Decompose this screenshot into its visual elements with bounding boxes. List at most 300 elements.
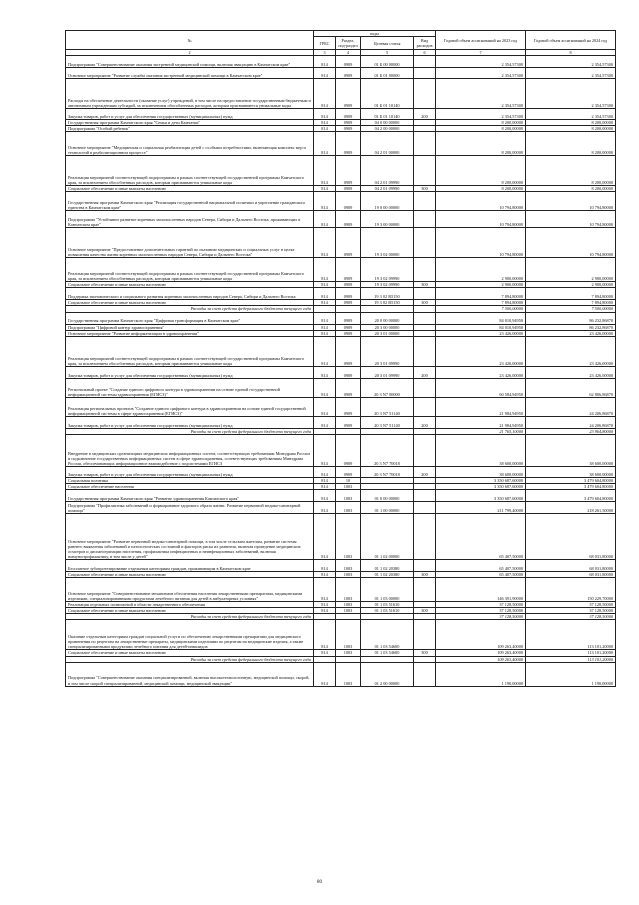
row-target-code: 01 0 00 00000 (361, 490, 414, 502)
table-row (66, 132, 616, 156)
row-target-code: 19 3 02 00000 (361, 228, 414, 258)
row-amount-2024: 24 206,86870 (526, 397, 616, 416)
row-name: Реализация региональных проектов "Создание единого цифрового контура в здравоохранении на основе единой государственной информационной системы в сфере здравоохранения (ЕГИСЗ)" (66, 397, 314, 416)
row-name: Закупка товаров, работ и услуг для обеспечения государственных (муниципальных) нужд (66, 366, 314, 378)
row-name: Социальное обеспечение и иные выплаты населению (66, 650, 314, 656)
row-grbs-code: 814 (314, 312, 336, 324)
row-grbs-code: 814 (314, 126, 336, 132)
header-grbs: ГРБС (314, 37, 336, 50)
row-target-code: 01 1 02 00000 (361, 514, 414, 560)
row-amount-2024: 10 794,80000 (526, 228, 616, 258)
row-name: Реализация мероприятий соответствующей подпрограммы в рамках соответствующей государственной программы Камчатского края, за исключением обособленных расходов, которым присваиваются уникальные коды (66, 258, 314, 282)
row-name: Основное мероприятие "Предоставление дополнительных гарантий по оказанию медицинских и социальных услуг в целях повышения качества жизни коренных малочисленных народов Севера, Сибири и Дальнего Востока" (66, 228, 314, 258)
row-amount-2023: 109 263,40000 (436, 620, 526, 650)
row-target-code: 01 1 03 51610 (361, 608, 414, 614)
row-expense-type-code: 300 (414, 608, 436, 614)
row-section-code: 0909 (336, 434, 361, 466)
column-number: 2 (66, 50, 314, 56)
row-target-code: 04 2 00 00000 (361, 126, 414, 132)
row-amount-2024: 8 200,00000 (526, 120, 616, 126)
page-number: 80 (317, 880, 322, 885)
row-amount-2023: 60 584,94950 (436, 378, 526, 397)
row-name: Закупка товаров, работ и услуг для обеспечения государственных (муниципальных) нужд (66, 466, 314, 477)
row-amount-2023: 2 354,57300 (436, 56, 526, 68)
column-number: 3 (314, 50, 336, 56)
row-expense-type-code (414, 502, 436, 514)
row-amount-2023: 7 894,80000 (436, 300, 526, 306)
table-row (66, 211, 616, 228)
row-section-code: 0909 (336, 132, 361, 156)
row-amount-2023: 8 200,00000 (436, 132, 526, 156)
row-target-code: 04 2 01 09990 (361, 156, 414, 186)
header-year-2023: Годовой объем ассигнований на 2023 год (436, 31, 526, 50)
row-target-code: 01 1 03 51610 (361, 602, 414, 608)
row-grbs-code: 814 (314, 282, 336, 288)
table-row (66, 620, 616, 650)
row-amount-2023: 2 354,57300 (436, 109, 526, 120)
row-section-code: 0909 (336, 186, 361, 192)
row-amount-2024: 8 200,00000 (526, 126, 616, 132)
column-number: 7 (436, 50, 526, 56)
row-grbs-code: 814 (314, 56, 336, 68)
row-amount-2023: 38 600,00000 (436, 466, 526, 477)
row-name: Государственная программа Камчатского края "Развитие здравоохранения Камчатского края" (66, 490, 314, 502)
row-amount-2024: 7 500,00000 (526, 306, 616, 312)
row-target-code: 19 3 00 00000 (361, 211, 414, 228)
row-amount-2023: 37 128,50000 (436, 614, 526, 620)
row-name: Основное мероприятие "Развитие информатизации в здравоохранении" (66, 330, 314, 336)
row-name: Подпрограмма "Совершенствование оказания специализированной, включая высокотехнологичную, медицинской помощи, скорой, в том числе скорой специализированной, медицинской помощи, медицинской эвакуации" (66, 662, 314, 686)
table-row (66, 68, 616, 79)
row-expense-type-code (414, 378, 436, 397)
column-number: 6 (414, 50, 436, 56)
row-amount-2023: 38 600,00000 (436, 434, 526, 466)
row-amount-2024: 37 128,50000 (526, 614, 616, 620)
row-grbs-code: 814 (314, 502, 336, 514)
row-target-code: 04 2 01 00000 (361, 132, 414, 156)
row-section-code: 0909 (336, 120, 361, 126)
column-number: 5 (361, 50, 414, 56)
row-amount-2023: 7 500,00000 (436, 306, 526, 312)
row-name: Закупка товаров, работ и услуг для обеспечения государственных (муниципальных) нужд (66, 416, 314, 428)
row-name: Основное мероприятие "Медицинская и социальная реабилитация детей с особыми потребностями, включающая комплекс мер и технологий в реабилитационном процессе" (66, 132, 314, 156)
header-codes: коды (314, 31, 436, 37)
row-expense-type-code (414, 336, 436, 366)
row-target-code: 01 1 03 54600 (361, 620, 414, 650)
row-name: Социальное обеспечение и иные выплаты населению (66, 186, 314, 192)
row-target-code: 19 0 00 00000 (361, 192, 414, 211)
row-expense-type-code (414, 79, 436, 109)
header-no: № (66, 31, 314, 50)
table-row (66, 109, 616, 120)
row-target-code: 20 3 N7 51140 (361, 416, 414, 428)
row-section-code: 1003 (336, 490, 361, 502)
row-grbs-code: 814 (314, 68, 336, 79)
row-target-code: 01 1 02 20380 (361, 560, 414, 572)
row-section-code: 0909 (336, 466, 361, 477)
row-target-code: 20 3 N7 00000 (361, 378, 414, 397)
row-amount-2024: 38 600,00000 (526, 434, 616, 466)
header-section: Раздел, под-раздел (336, 37, 361, 50)
row-amount-2024: 68 031,80000 (526, 572, 616, 578)
row-amount-2023: 10 794,80000 (436, 192, 526, 211)
row-grbs-code: 814 (314, 378, 336, 397)
table-row (66, 434, 616, 466)
row-section-code: 0909 (336, 282, 361, 288)
row-amount-2024: 23 426,00000 (526, 330, 616, 336)
column-number: 4 (336, 50, 361, 56)
row-name: Расходы за счет средств федерального бюджета текущего года (66, 428, 314, 434)
row-target-code: 01 1 03 00000 (361, 578, 414, 602)
row-grbs-code: 814 (314, 156, 336, 186)
row-amount-2023: 21 984,94950 (436, 416, 526, 428)
row-section-code: 1003 (336, 650, 361, 656)
row-name: Основное мероприятие "Развитие службы оказания экстренной медицинской помощи в Камчатском крае" (66, 68, 314, 79)
row-amount-2023: 65 407,50000 (436, 514, 526, 560)
row-amount-2024: 7 894,80000 (526, 288, 616, 300)
row-grbs-code: 814 (314, 288, 336, 300)
row-amount-2023: 23 426,00000 (436, 366, 526, 378)
row-amount-2024: 218 261,50000 (526, 502, 616, 514)
row-amount-2024: 23 426,00000 (526, 336, 616, 366)
row-target-code: 20 3 N7 70018 (361, 466, 414, 477)
row-section-code: 0909 (336, 126, 361, 132)
row-grbs-code: 814 (314, 560, 336, 572)
row-name: Основное мероприятие "Совершенствование механизмов обеспечения населения лекарственными препаратами, медицинскими изделиями, специализированными продуктами лечебного питания для детей в амбулаторных условиях" (66, 578, 314, 602)
row-amount-2023: 23 426,00000 (436, 336, 526, 366)
row-amount-2023: 109 263,40000 (436, 650, 526, 656)
row-target-code: 19 3 02 09990 (361, 282, 414, 288)
row-amount-2024: 3 479 604,80000 (526, 477, 616, 483)
row-target-code: 04 0 00 00000 (361, 120, 414, 126)
row-target-code: 20 3 N7 70018 (361, 434, 414, 466)
row-name: Реализация мероприятий соответствующей подпрограммы в рамках соответствующей государственной программы Камчатского края, за исключением обособленных расходов, которым присваиваются уникальные коды (66, 336, 314, 366)
row-target-code: 01 2 00 00000 (361, 662, 414, 686)
row-amount-2023: 37 128,50000 (436, 608, 526, 614)
table-row (66, 336, 616, 366)
row-amount-2024: 86 232,86870 (526, 324, 616, 330)
row-grbs-code: 814 (314, 120, 336, 126)
row-amount-2024: 8 200,00000 (526, 186, 616, 192)
row-section-code: 0909 (336, 258, 361, 282)
row-name: Расходы за счет средств федерального бюджета текущего года (66, 656, 314, 662)
row-target-code: 04 2 01 09990 (361, 186, 414, 192)
row-name: Внедрение в медицинских организациях медицинских информационных систем, соответствующих требованиям Минздрава России и подключение государственных информационных систем в сфере здравоохранения, соответствующих требованиям Минздрава России, обеспечивающих информационное взаимодействие с подсистемами ЕГИСЗ (66, 434, 314, 466)
row-section-code: 0909 (336, 366, 361, 378)
row-grbs-code: 814 (314, 608, 336, 614)
row-grbs-code: 814 (314, 258, 336, 282)
row-amount-2024: 68 031,80000 (526, 514, 616, 560)
row-name: Расходы за счет средств федерального бюджета текущего года (66, 614, 314, 620)
row-amount-2024: 24 206,86870 (526, 416, 616, 428)
table-row (66, 258, 616, 282)
budget-sheet (65, 30, 615, 687)
row-section-code: 0909 (336, 324, 361, 330)
row-name: Оказание отдельным категориям граждан социальной услуги по обеспечению лекарственными препаратами для медицинского применения по рецептам на лекарственные препараты, медицинскими изделиями по рецептам на медицинские изделия, а также специализированными продуктами лечебного питания для детей-инвалидов (66, 620, 314, 650)
row-name: Подпрограмма "Особый ребенок" (66, 126, 314, 132)
row-expense-type-code: 200 (414, 109, 436, 120)
row-target-code: 01 Б 00 00000 (361, 56, 414, 68)
row-amount-2024: 2 354,57300 (526, 68, 616, 79)
row-target-code: 01 1 00 00000 (361, 502, 414, 514)
row-expense-type-code: 200 (414, 466, 436, 477)
row-expense-type-code (414, 620, 436, 650)
row-target-code: 20 3 00 00000 (361, 324, 414, 330)
row-expense-type-code: 300 (414, 282, 436, 288)
row-grbs-code: 814 (314, 572, 336, 578)
row-grbs-code: 814 (314, 466, 336, 477)
row-amount-2024: 37 128,50000 (526, 602, 616, 608)
row-amount-2024: 2 354,57300 (526, 56, 616, 68)
row-amount-2024: 38 600,00000 (526, 466, 616, 477)
row-amount-2023: 65 407,50000 (436, 572, 526, 578)
table-row (66, 662, 616, 686)
row-amount-2023: 23 426,00000 (436, 330, 526, 336)
row-target-code: 20 0 00 00000 (361, 312, 414, 324)
row-target-code: 19 3 02 R5150 (361, 300, 414, 306)
row-amount-2024: 2 354,57300 (526, 79, 616, 109)
row-expense-type-code (414, 258, 436, 282)
table-row (66, 397, 616, 416)
row-section-code: 0909 (336, 288, 361, 300)
row-section-code: 0909 (336, 330, 361, 336)
budget-table (65, 30, 616, 687)
row-grbs-code: 814 (314, 416, 336, 428)
table-row (66, 192, 616, 211)
row-grbs-code: 814 (314, 366, 336, 378)
row-amount-2024: 23 964,80000 (526, 428, 616, 434)
row-section-code: 0909 (336, 228, 361, 258)
row-expense-type-code (414, 434, 436, 466)
row-amount-2024: 7 894,80000 (526, 300, 616, 306)
header-year-2024: Годовой объем ассигнований на 2024 год (526, 31, 616, 50)
row-section-code: 0909 (336, 300, 361, 306)
row-expense-type-code (414, 156, 436, 186)
row-amount-2023: 2 900,00000 (436, 282, 526, 288)
row-expense-type-code (414, 662, 436, 686)
row-amount-2023: 1 190,00000 (436, 662, 526, 686)
row-name: Реализация отдельных полномочий в области лекарственного обеспечения (66, 602, 314, 608)
table-row (66, 312, 616, 324)
row-amount-2024: 3 479 604,80000 (526, 490, 616, 502)
row-section-code: 10 (336, 477, 361, 483)
header-expense-type: Вид расходов (414, 37, 436, 50)
row-grbs-code: 814 (314, 490, 336, 502)
row-expense-type-code (414, 560, 436, 572)
row-name: Государственная программа Камчатского края "Цифровая трансформация в Камчатском крае" (66, 312, 314, 324)
row-amount-2024: 113 101,20000 (526, 656, 616, 662)
row-section-code: 1003 (336, 608, 361, 614)
table-row (66, 502, 616, 514)
row-expense-type-code (414, 132, 436, 156)
row-expense-type-code (414, 514, 436, 560)
row-amount-2023: 21 984,94950 (436, 397, 526, 416)
row-section-code: 0909 (336, 211, 361, 228)
row-name: Расходы за счет средств федерального бюджета текущего года (66, 306, 314, 312)
row-target-code: 20 3 N7 51140 (361, 397, 414, 416)
row-amount-2024: 10 794,80000 (526, 192, 616, 211)
row-amount-2024: 2 900,00000 (526, 282, 616, 288)
row-amount-2023: 21 765,10000 (436, 428, 526, 434)
row-name: Подпрограмма "Совершенствование оказания экстренной медицинской помощи, включая эвакуацию в Камчатском крае" (66, 56, 314, 68)
row-target-code: 01 1 02 20380 (361, 572, 414, 578)
row-grbs-code: 814 (314, 620, 336, 650)
table-row (66, 79, 616, 109)
row-amount-2024: 2 354,57300 (526, 109, 616, 120)
row-name: Основное мероприятие "Развитие первичной медико-санитарной помощи, в том числе сельским жителям, развитие системы раннего выявления заболеваний и патологических состояний и факторов риска их развития, включая проведение медицинских осмотров и диспансеризации населения, профилактика инфекционных и неинфекционных заболеваний, включая иммунопрофилактику, в том числе у детей" (66, 514, 314, 560)
row-section-code: 0909 (336, 312, 361, 324)
row-target-code: 19 3 02 R5150 (361, 288, 414, 300)
row-amount-2023: 3 350 687,60000 (436, 477, 526, 483)
row-amount-2023: 3 350 687,60000 (436, 490, 526, 502)
row-grbs-code: 814 (314, 650, 336, 656)
row-grbs-code: 814 (314, 336, 336, 366)
row-grbs-code: 814 (314, 397, 336, 416)
row-amount-2023: 8 200,00000 (436, 120, 526, 126)
row-amount-2024: 113 101,20000 (526, 620, 616, 650)
row-amount-2024: 86 232,86870 (526, 312, 616, 324)
row-section-code: 0909 (336, 336, 361, 366)
table-row (66, 490, 616, 502)
row-grbs-code: 814 (314, 109, 336, 120)
row-name: Региональный проект "Создание единого цифрового контура в здравоохранении на основе единой государственной информационной системы здравоохранения (ЕГИСЗ)" (66, 378, 314, 397)
row-target-code: 20 3 01 09990 (361, 366, 414, 378)
row-amount-2024: 2 900,00000 (526, 258, 616, 282)
row-grbs-code: 814 (314, 324, 336, 330)
row-grbs-code: 814 (314, 434, 336, 466)
row-section-code: 0909 (336, 68, 361, 79)
row-amount-2023: 146 391,90000 (436, 578, 526, 602)
row-expense-type-code (414, 192, 436, 211)
row-name: Закупка товаров, работ и услуг для обеспечения государственных (муниципальных) нужд (66, 109, 314, 120)
row-expense-type-code: 300 (414, 650, 436, 656)
row-grbs-code: 814 (314, 228, 336, 258)
row-amount-2024: 37 128,50000 (526, 608, 616, 614)
row-amount-2023: 7 894,80000 (436, 288, 526, 300)
table-row (66, 228, 616, 258)
header-target: Целевая статья (361, 37, 414, 50)
row-amount-2024: 10 794,80000 (526, 211, 616, 228)
row-amount-2023: 84 010,94950 (436, 324, 526, 330)
row-amount-2023: 8 200,00000 (436, 156, 526, 186)
row-name: Расходы на обеспечение деятельности (оказание услуг) учреждений, в том числе на предоставление государственным бюджетным и автономным учреждениям субсидий, за исключением обособленных расходов, которым присваиваются уникальные коды (66, 79, 314, 109)
row-name: Подпрограмма "Устойчивое развитие коренных малочисленных народов Севера, Сибири и Дальнего Востока, проживающих в Камчатском крае" (66, 211, 314, 228)
row-section-code: 1003 (336, 578, 361, 602)
row-target-code: 20 3 01 09990 (361, 336, 414, 366)
row-expense-type-code: 200 (414, 416, 436, 428)
row-section-code: 0909 (336, 397, 361, 416)
row-amount-2023: 37 128,50000 (436, 602, 526, 608)
row-expense-type-code (414, 68, 436, 79)
row-grbs-code: 814 (314, 300, 336, 306)
row-name: Социальное обеспечение и иные выплаты населению (66, 300, 314, 306)
row-section-code: 1003 (336, 514, 361, 560)
row-name: Социальное обеспечение и иные выплаты населению (66, 608, 314, 614)
row-target-code: 01 Б 01 00000 (361, 68, 414, 79)
row-section-code: 0909 (336, 56, 361, 68)
row-target-code: 20 3 01 00000 (361, 330, 414, 336)
row-section-code: 0909 (336, 109, 361, 120)
row-name: Социальное обеспечение и иные выплаты населению (66, 282, 314, 288)
row-grbs-code: 814 (314, 330, 336, 336)
row-grbs-code: 814 (314, 132, 336, 156)
row-section-code: 1003 (336, 560, 361, 572)
row-grbs-code: 814 (314, 514, 336, 560)
row-expense-type-code (414, 228, 436, 258)
table-row (66, 560, 616, 572)
row-expense-type-code (414, 211, 436, 228)
row-expense-type-code: 300 (414, 186, 436, 192)
row-section-code: 0909 (336, 192, 361, 211)
table-row (66, 288, 616, 300)
row-expense-type-code (414, 56, 436, 68)
row-amount-2023: 8 200,00000 (436, 186, 526, 192)
row-name: Подпрограмма "Профилактика заболеваний и формирование здорового образа жизни. Развитие первичной медико-санитарной помощи" (66, 502, 314, 514)
row-amount-2023: 2 900,00000 (436, 258, 526, 282)
row-section-code: 1003 (336, 620, 361, 650)
row-grbs-code: 814 (314, 192, 336, 211)
column-number: 8 (526, 50, 616, 56)
row-name: Социальное обеспечение и иные выплаты населению (66, 572, 314, 578)
row-section-code: 0909 (336, 156, 361, 186)
row-expense-type-code (414, 288, 436, 300)
row-amount-2024: 150 229,70000 (526, 578, 616, 602)
row-section-code: 1003 (336, 602, 361, 608)
table-row (66, 156, 616, 186)
table-row (66, 366, 616, 378)
row-amount-2024: 23 426,00000 (526, 366, 616, 378)
row-amount-2024: 3 479 604,80000 (526, 483, 616, 489)
row-name: Реализация мероприятий соответствующей подпрограммы в рамках соответствующей государственной программы Камчатского края, за исключением обособленных расходов, которым присваиваются уникальные коды (66, 156, 314, 186)
row-target-code: 19 3 02 09990 (361, 258, 414, 282)
row-amount-2024: 62 806,86870 (526, 378, 616, 397)
row-section-code: 0909 (336, 416, 361, 428)
row-grbs-code: 814 (314, 662, 336, 686)
row-amount-2023: 84 010,94950 (436, 312, 526, 324)
row-grbs-code: 814 (314, 211, 336, 228)
row-target-code: 01 Б 01 10140 (361, 79, 414, 109)
row-expense-type-code (414, 490, 436, 502)
row-section-code: 0909 (336, 79, 361, 109)
table-row (66, 378, 616, 397)
row-section-code: 1003 (336, 572, 361, 578)
row-expense-type-code: 200 (414, 366, 436, 378)
row-name: Государственная программа Камчатского края "Реализация государственной национальной политики и укрепление гражданского единства в Камчатском крае" (66, 192, 314, 211)
budget-body (66, 56, 616, 687)
table-row (66, 578, 616, 602)
row-amount-2024: 1 190,00000 (526, 662, 616, 686)
row-expense-type-code: 300 (414, 572, 436, 578)
row-amount-2024: 8 200,00000 (526, 156, 616, 186)
row-expense-type-code: 300 (414, 300, 436, 306)
row-name: Государственная программа Камчатского края "Семья и дети Камчатки" (66, 120, 314, 126)
row-amount-2024: 113 101,20000 (526, 650, 616, 656)
row-name: Подпрограмма "Цифровой контур здравоохранения" (66, 324, 314, 330)
row-amount-2024: 68 031,80000 (526, 560, 616, 572)
row-amount-2023: 65 407,50000 (436, 560, 526, 572)
row-amount-2024: 8 200,00000 (526, 132, 616, 156)
table-row (66, 466, 616, 477)
row-amount-2023: 2 354,57300 (436, 68, 526, 79)
row-amount-2023: 10 794,80000 (436, 211, 526, 228)
table-row (66, 56, 616, 68)
row-section-code: 1003 (336, 662, 361, 686)
row-section-code: 1003 (336, 483, 361, 489)
row-grbs-code: 814 (314, 79, 336, 109)
row-grbs-code: 814 (314, 578, 336, 602)
row-amount-2023: 2 354,57300 (436, 79, 526, 109)
row-grbs-code: 814 (314, 483, 336, 489)
